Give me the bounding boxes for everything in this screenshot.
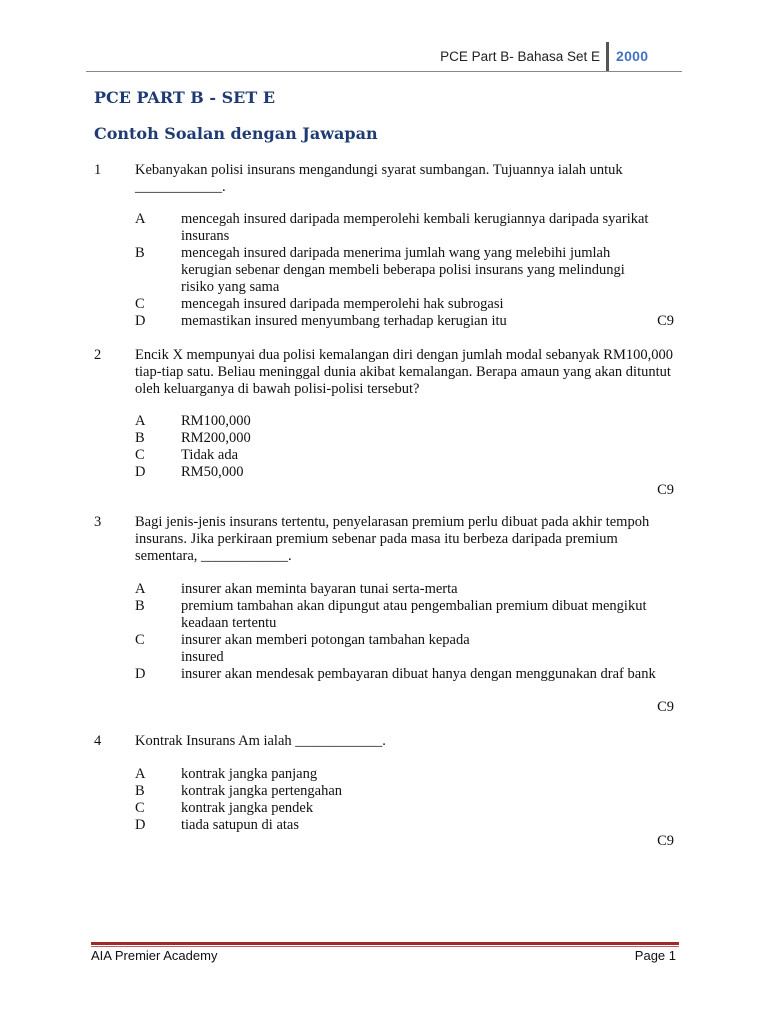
option-letter: D [135,313,146,329]
answer-code: C9 [657,313,674,329]
option-letter: A [135,766,146,782]
question-number: 2 [94,347,102,363]
option-text: kontrak jangka pertengahan [181,783,343,799]
option-text: mencegah insured daripada menerima jumlah wang yang melebihi jumlah kerugian sebenar dengan membeli beberapa polisi insurans yang melindungi risiko yang sama [181,245,625,295]
option-text: RM100,000 [181,413,251,429]
option-text: premium tambahan akan dipungut atau pengembalian premium dibuat mengikut keadaan tertentu [181,598,647,631]
page-title: PCE PART B - SET E [94,88,276,107]
question-text: Bagi jenis-jenis insurans tertentu, penyelarasan premium perlu dibuat pada akhir tempoh insurans. Jika perkiraan premium sebenar pada masa itu berbeza daripada premium sementara, ____________. [135,514,650,564]
question-text: Encik X mempunyai dua polisi kemalangan diri dengan jumlah modal sebanyak RM100,000 tiap-tiap satu. Beliau meninggal dunia akibat kemalangan. Berapa amaun yang akan dituntut oleh keluarganya di bawah polisi-polisi tersebut? [135,347,674,397]
option-text: RM200,000 [181,430,251,446]
question-number: 1 [94,162,102,178]
option-letter: B [135,598,145,614]
option-letter: A [135,581,146,597]
option-text: Tidak ada [181,447,239,463]
option-letter: A [135,413,146,429]
option-text: memastikan insured menyumbang terhadap kerugian itu [181,313,507,329]
footer-organization: AIA Premier Academy [91,948,218,963]
answer-code: C9 [657,482,674,498]
page-number: Page 1 [634,948,676,963]
question-number: 4 [94,733,102,749]
page-subtitle: Contoh Soalan dengan Jawapan [94,124,378,143]
header-separator [606,42,609,72]
footer-rule-thin [91,946,679,947]
option-letter: C [135,800,145,816]
option-letter: A [135,211,146,227]
option-text: insurer akan memberi potongan tambahan kepada insured [181,632,470,665]
option-letter: D [135,464,146,480]
option-text: kontrak jangka pendek [181,800,314,816]
option-text: mencegah insured daripada memperolehi kembali kerugiannya daripada syarikat insurans [181,211,649,244]
option-letter: D [135,817,146,833]
option-text: kontrak jangka panjang [181,766,318,782]
option-text: mencegah insured daripada memperolehi hak subrogasi [181,296,504,312]
header-title: PCE Part B- Bahasa Set E [440,49,600,64]
option-letter: B [135,783,145,799]
footer-rule [91,942,679,945]
option-letter: C [135,296,145,312]
option-text: insurer akan mendesak pembayaran dibuat hanya dengan menggunakan draf bank [181,666,656,682]
header-rule [86,71,682,72]
option-letter: C [135,447,145,463]
option-letter: C [135,632,145,648]
question-number: 3 [94,514,102,530]
answer-code: C9 [657,699,674,715]
option-text: RM50,000 [181,464,244,480]
option-text: tiada satupun di atas [181,817,299,833]
question-text: Kebanyakan polisi insurans mengandungi syarat sumbangan. Tujuannya ialah untuk ____________. [135,162,623,195]
option-text: insurer akan meminta bayaran tunai serta-merta [181,581,458,597]
option-letter: D [135,666,146,682]
option-letter: B [135,430,145,446]
answer-code: C9 [657,833,674,849]
option-letter: B [135,245,145,261]
header-year: 2000 [616,48,649,64]
question-text: Kontrak Insurans Am ialah ____________. [135,733,386,749]
